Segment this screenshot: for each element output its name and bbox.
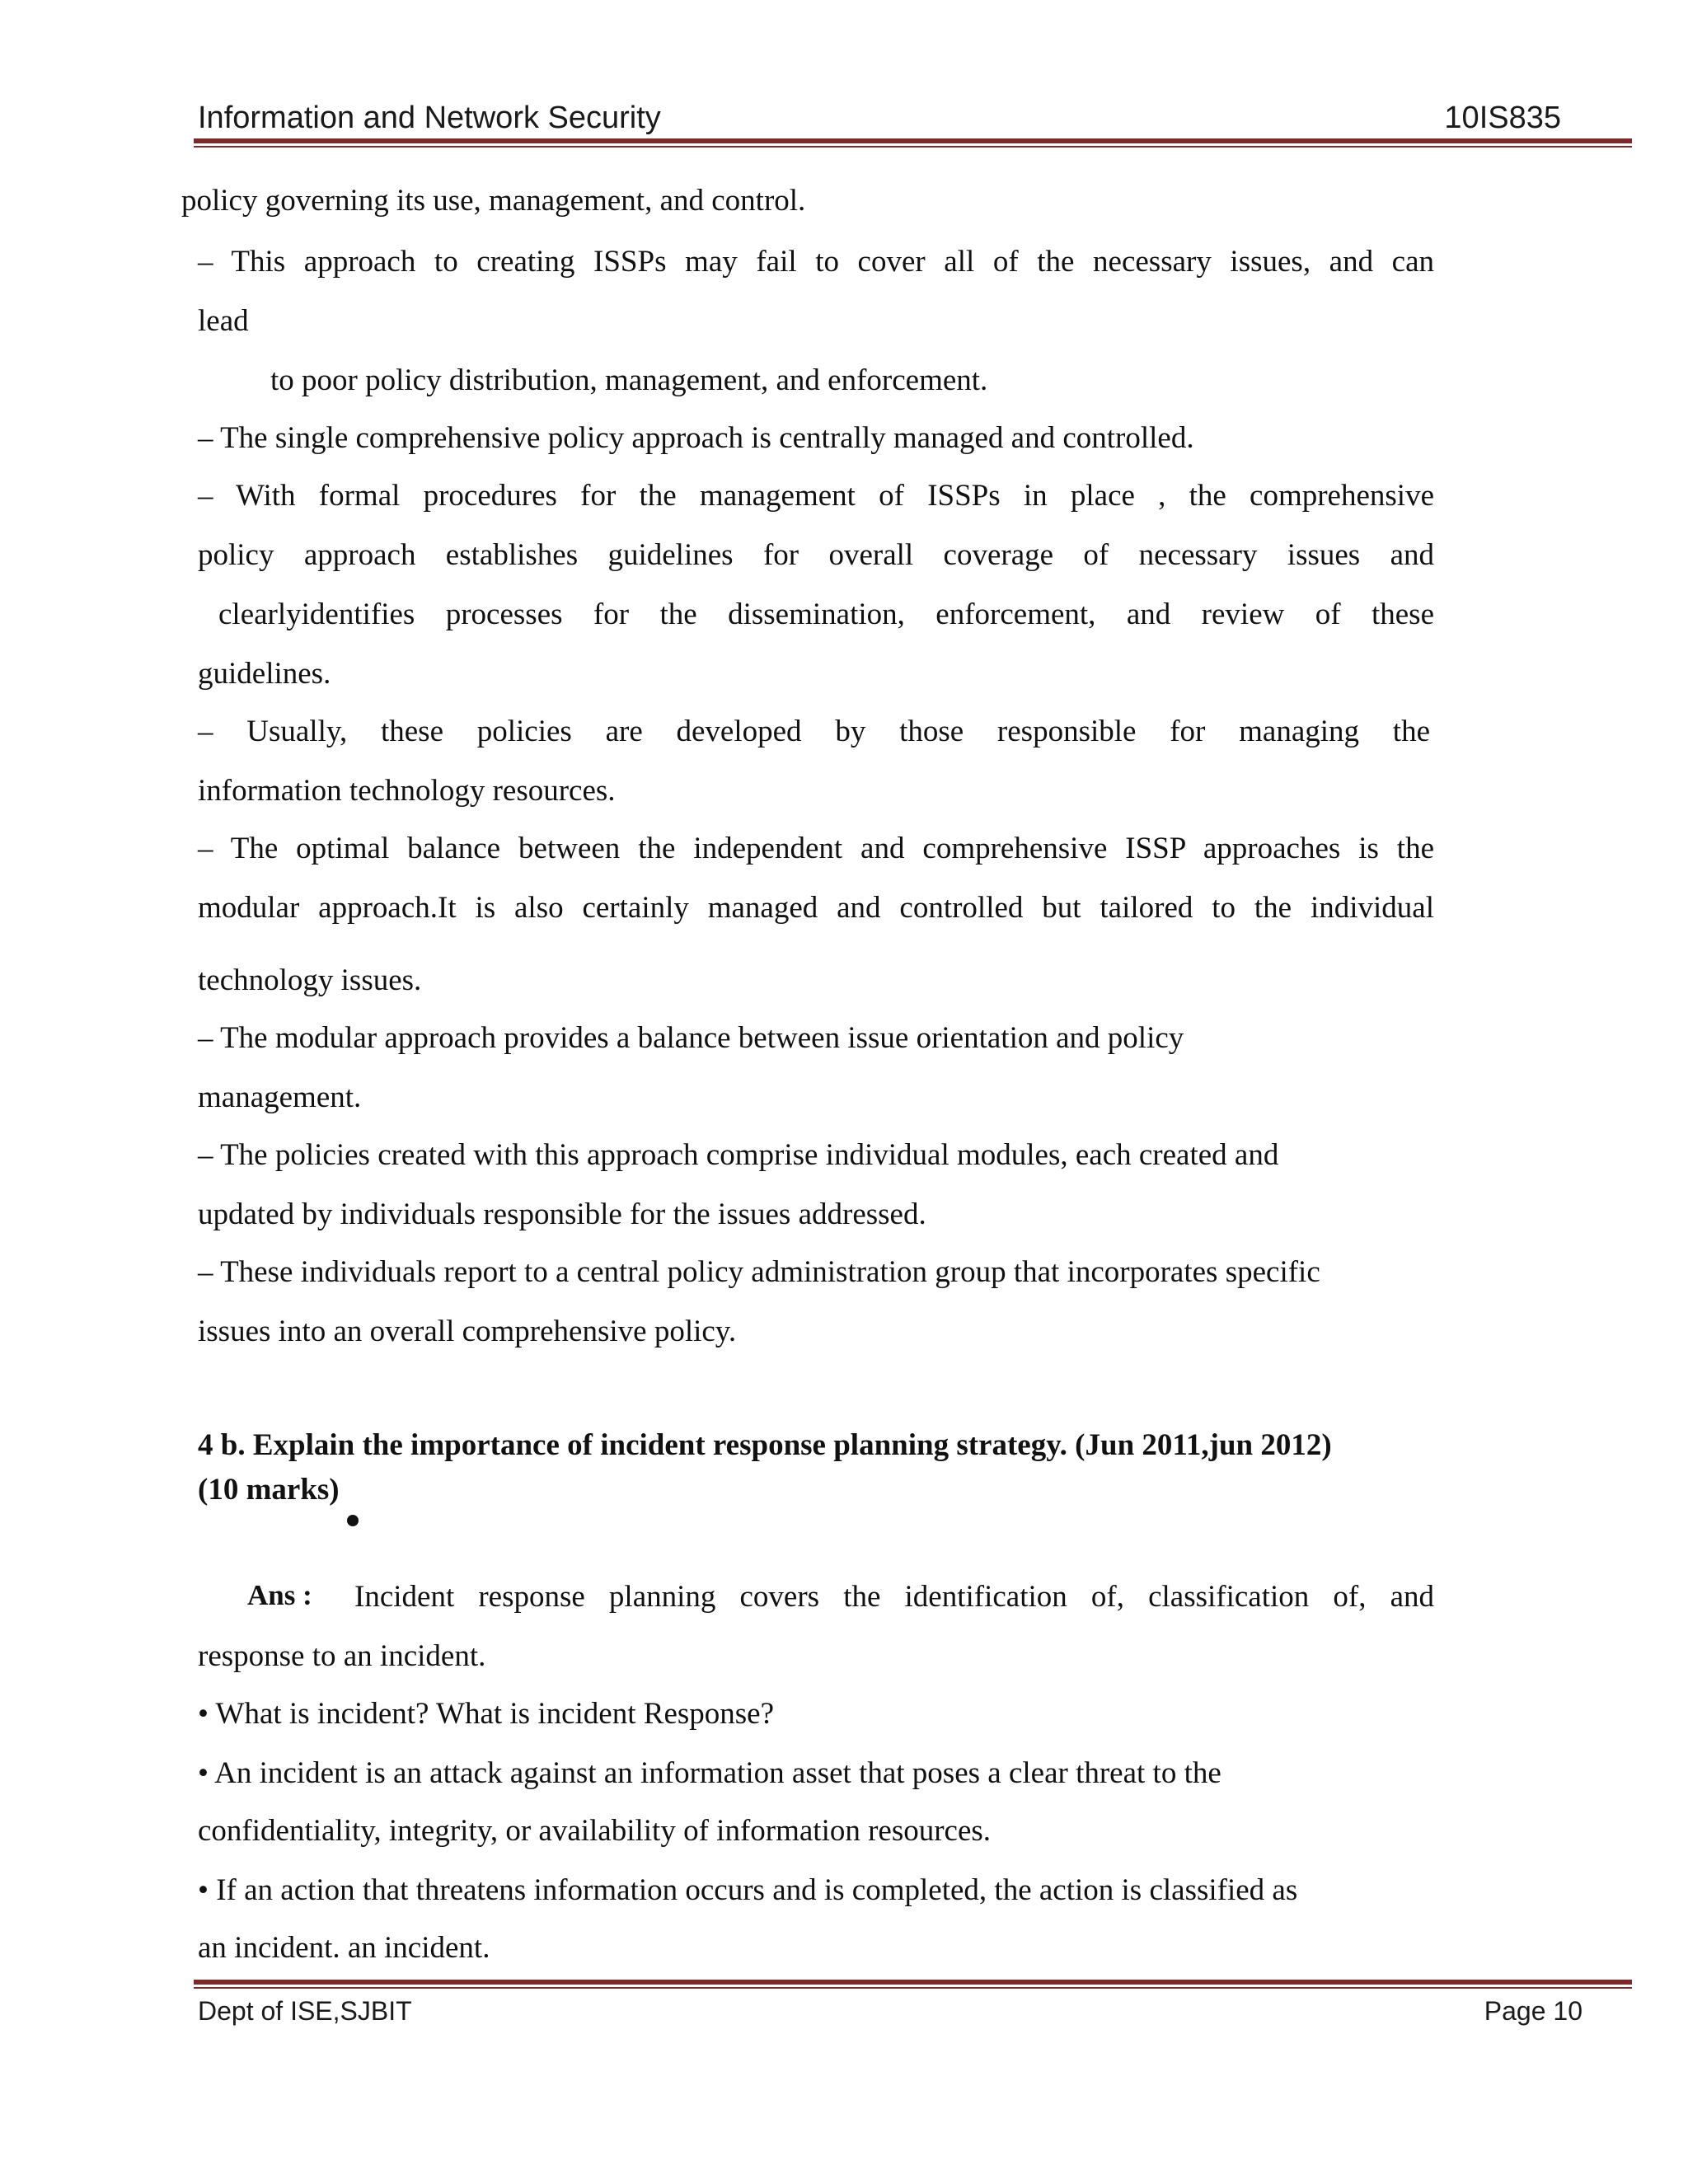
text-line: • An incident is an attack against an information asset that poses a clear threat to the bbox=[198, 1756, 1221, 1790]
text-line: • What is incident? What is incident Response? bbox=[198, 1697, 775, 1731]
text-line: – With formal procedures for the management of ISSPs in place , the comprehensive bbox=[198, 479, 1434, 513]
text-line: information technology resources. bbox=[198, 774, 616, 808]
text-line-justified bbox=[218, 597, 1434, 633]
text-line: policy governing its use, management, and control. bbox=[181, 184, 806, 218]
text-line: updated by individuals responsible for the issues addressed. bbox=[198, 1197, 926, 1231]
text-line: guidelines. bbox=[198, 657, 331, 691]
footer-rule bbox=[194, 1980, 1632, 1989]
answer-label: Ans : bbox=[247, 1579, 312, 1611]
question-heading: 4 b. Explain the importance of incident response planning strategy. (Jun 2011,jun 2012) bbox=[198, 1428, 1332, 1462]
text-line: – The single comprehensive policy approach is centrally managed and controlled. bbox=[198, 421, 1194, 455]
text-line: lead bbox=[198, 304, 249, 338]
header-title: Information and Network Security bbox=[198, 101, 661, 135]
text-line: management. bbox=[198, 1080, 362, 1114]
text-line: • If an action that threatens information occurs and is completed, the action is classified as bbox=[198, 1873, 1298, 1907]
text-line: – Usually, these policies are developed by those responsible for managing the bbox=[198, 715, 1430, 748]
footer-department: Dept of ISE,SJBIT bbox=[198, 1996, 412, 2026]
header-course-code: 10IS835 bbox=[1444, 101, 1561, 135]
footer-page-number: Page 10 bbox=[1484, 1996, 1582, 2026]
text-line: an incident. an incident. bbox=[198, 1931, 490, 1965]
text-line: confidentiality, integrity, or availability of information resources. bbox=[198, 1814, 992, 1848]
text-line: modular approach.It is also certainly managed and controlled but tailored to the individual bbox=[198, 891, 1434, 925]
text-line: – The optimal balance between the independent and comprehensive ISSP approaches is the bbox=[198, 832, 1434, 865]
text-line-justified bbox=[198, 478, 1434, 514]
text-line: clearlyidentifies processes for the dissemination, enforcement, and review of these bbox=[218, 598, 1434, 631]
text-line: to poor policy distribution, management, and enforcement. bbox=[270, 363, 988, 397]
text-line-justified bbox=[198, 831, 1434, 867]
text-line: – These individuals report to a central policy administration group that incorporates specific bbox=[198, 1255, 1320, 1289]
text-line: technology issues. bbox=[198, 963, 422, 997]
text-line-justified bbox=[198, 890, 1434, 926]
text-line-justified bbox=[198, 537, 1434, 574]
text-line-justified bbox=[354, 1579, 1434, 1615]
text-line: – This approach to creating ISSPs may fail to cover all of the necessary issues, and can bbox=[198, 245, 1434, 279]
text-line: Incident response planning covers the identification of, classification of, and bbox=[354, 1580, 1434, 1614]
text-line-justified bbox=[198, 244, 1434, 280]
text-line: response to an incident. bbox=[198, 1639, 486, 1673]
bullet-dot-icon bbox=[347, 1515, 359, 1526]
text-line: – The modular approach provides a balance between issue orientation and policy bbox=[198, 1021, 1184, 1055]
text-line: – The policies created with this approach comprise individual modules, each created and bbox=[198, 1138, 1279, 1172]
text-line: issues into an overall comprehensive policy. bbox=[198, 1315, 737, 1348]
question-marks: (10 marks) bbox=[198, 1473, 340, 1507]
text-line-justified bbox=[198, 714, 1430, 750]
text-line: policy approach establishes guidelines for overall coverage of necessary issues and bbox=[198, 538, 1434, 572]
header-rule bbox=[194, 138, 1632, 148]
